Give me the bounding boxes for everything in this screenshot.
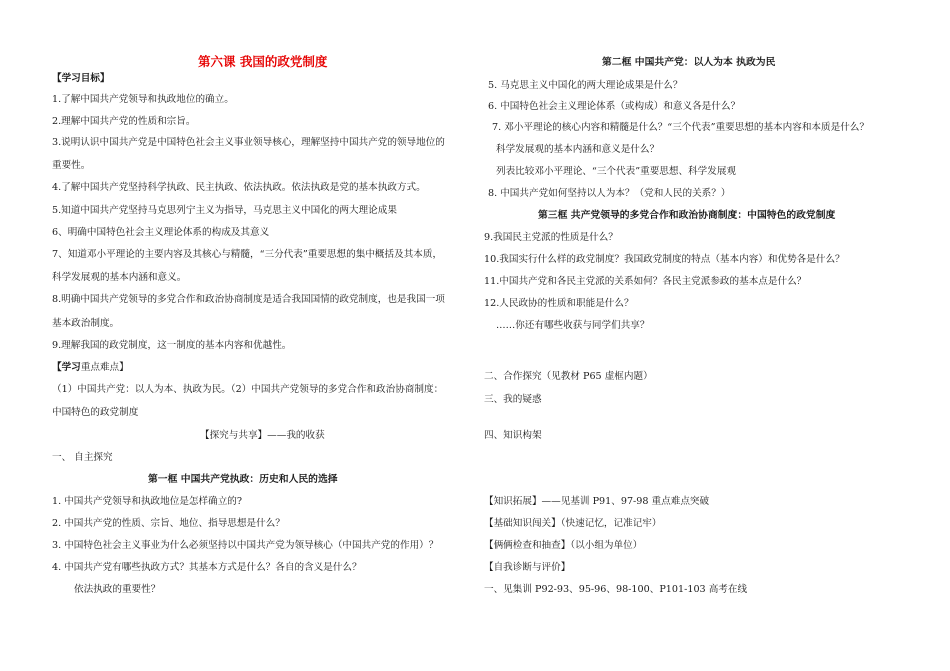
question-line: 6. 中国特色社会主义理论体系（或构成）和意义各是什么？ <box>488 101 741 112</box>
frame1-title: 第一框 中国共产党执政：历史和人民的选择 <box>148 474 338 485</box>
objective-line: 7、知道邓小平理论的主要内容及其核心与精髓，“三分代表”重要思想的集中概括及其本质， <box>52 249 443 260</box>
extra-line: 【自我诊断与评价】 <box>484 562 571 573</box>
question-line: 科学发展观的基本内涵和意义是什么？ <box>496 144 660 155</box>
objective-line: 5.知道中国共产党坚持马克思列宁主义为指导，马克思主义中国化的两大理论成果 <box>52 205 397 216</box>
question-line: 8. 中国共产党如何坚持以人为本？（党和人民的关系？） <box>488 188 731 199</box>
keypoint-line: 中国特色的政党制度 <box>52 407 139 418</box>
objective-line: 科学发展观的基本内涵和意义。 <box>52 272 187 283</box>
objective-line: 8.明确中国共产党领导的多党合作和政治协商制度是适合我国国情的政党制度，也是我国一项 <box>52 294 445 305</box>
keypoint-line: （1）中国共产党：以人为本、执政为民。（2）中国共产党领导的多党合作和政治协商制度： <box>52 384 444 395</box>
lesson-title: 第六课 我国的政党制度 <box>198 54 328 69</box>
objectives-heading: 【学习目标】 <box>52 73 110 84</box>
extra-line: 一、见集训 P92-93、95-96、98-100、P101-103 高考在线 <box>484 584 748 595</box>
objective-line: 1.了解中国共产党领导和执政地位的确立。 <box>52 94 234 105</box>
objective-line: 6、明确中国特色社会主义理论体系的构成及其意义 <box>52 227 270 238</box>
objective-line: 基本政治制度。 <box>52 318 120 329</box>
question-line: 列表比较邓小平理论、“三个代表”重要思想、科学发展观 <box>496 166 737 177</box>
question-line: ……你还有哪些收获与同学们共享？ <box>496 320 650 331</box>
question-line: 12.人民政协的性质和职能是什么？ <box>484 298 634 309</box>
objective-line: 2.理解中国共产党的性质和宗旨。 <box>52 116 196 127</box>
extra-line: 【知识拓展】——见基训 P91、97-98 重点难点突破 <box>484 496 710 507</box>
frame3-title: 第三框 共产党领导的多党合作和政治协商制度：中国特色的政党制度 <box>538 210 836 221</box>
question-line: 3. 中国特色社会主义事业为什么必须坚持以中国共产党为领导核心（中国共产党的作用）？ <box>52 540 439 551</box>
explore-heading: 【探究与共享】——我的收获 <box>200 430 325 441</box>
objective-line: 4.了解中国共产党坚持科学执政、民主执政、依法执政。依法执政是党的基本执政方式。 <box>52 182 426 193</box>
objective-line: 9.理解我国的政党制度，这一制度的基本内容和优越性。 <box>52 340 292 351</box>
frame2-title: 第二框 中国共产党：以人为本 执政为民 <box>602 57 776 68</box>
objective-line: 3.说明认识中国共产党是中国特色社会主义事业领导核心，理解坚持中国共产党的领导地位的 <box>52 137 445 148</box>
extra-line: 【俩俩检查和抽查】（以小组为单位） <box>484 540 643 551</box>
keypoints-heading-bold: 【学习 <box>52 362 81 373</box>
question-line: 7. 邓小平理论的核心内容和精髓是什么？“三个代表”重要思想的基本内容和本质是什么？ <box>492 122 869 133</box>
keypoints-heading <box>52 362 129 374</box>
objective-line: 重要性。 <box>52 160 91 171</box>
section-heading: 二、合作探究（见教材 P65 虚框内题） <box>484 371 653 382</box>
question-line: 10.我国实行什么样的政党制度？我国政党制度的特点（基本内容）和优势各是什么？ <box>484 254 845 265</box>
question-line: 4. 中国共产党有哪些执政方式？其基本方式是什么？各自的含义是什么？ <box>52 562 362 573</box>
section-heading: 一、 自主探究 <box>52 452 113 463</box>
question-line: 依法执政的重要性？ <box>74 584 161 595</box>
section-heading: 三、我的疑惑 <box>484 394 542 405</box>
question-line: 2. 中国共产党的性质、宗旨、地位、指导思想是什么？ <box>52 518 285 529</box>
question-line: 1. 中国共产党领导和执政地位是怎样确立的? <box>52 496 243 507</box>
section-heading: 四、知识构架 <box>484 430 542 441</box>
question-line: 11.中国共产党和各民主党派的关系如何？各民主党派参政的基本点是什么？ <box>484 276 807 287</box>
question-line: 9.我国民主党派的性质是什么？ <box>484 232 618 243</box>
question-line: 5. 马克思主义中国化的两大理论成果是什么？ <box>488 80 683 91</box>
extra-line: 【基础知识闯关】（快速记忆，记准记牢） <box>484 518 662 529</box>
keypoints-heading-rest: 重点难点】 <box>80 362 129 373</box>
